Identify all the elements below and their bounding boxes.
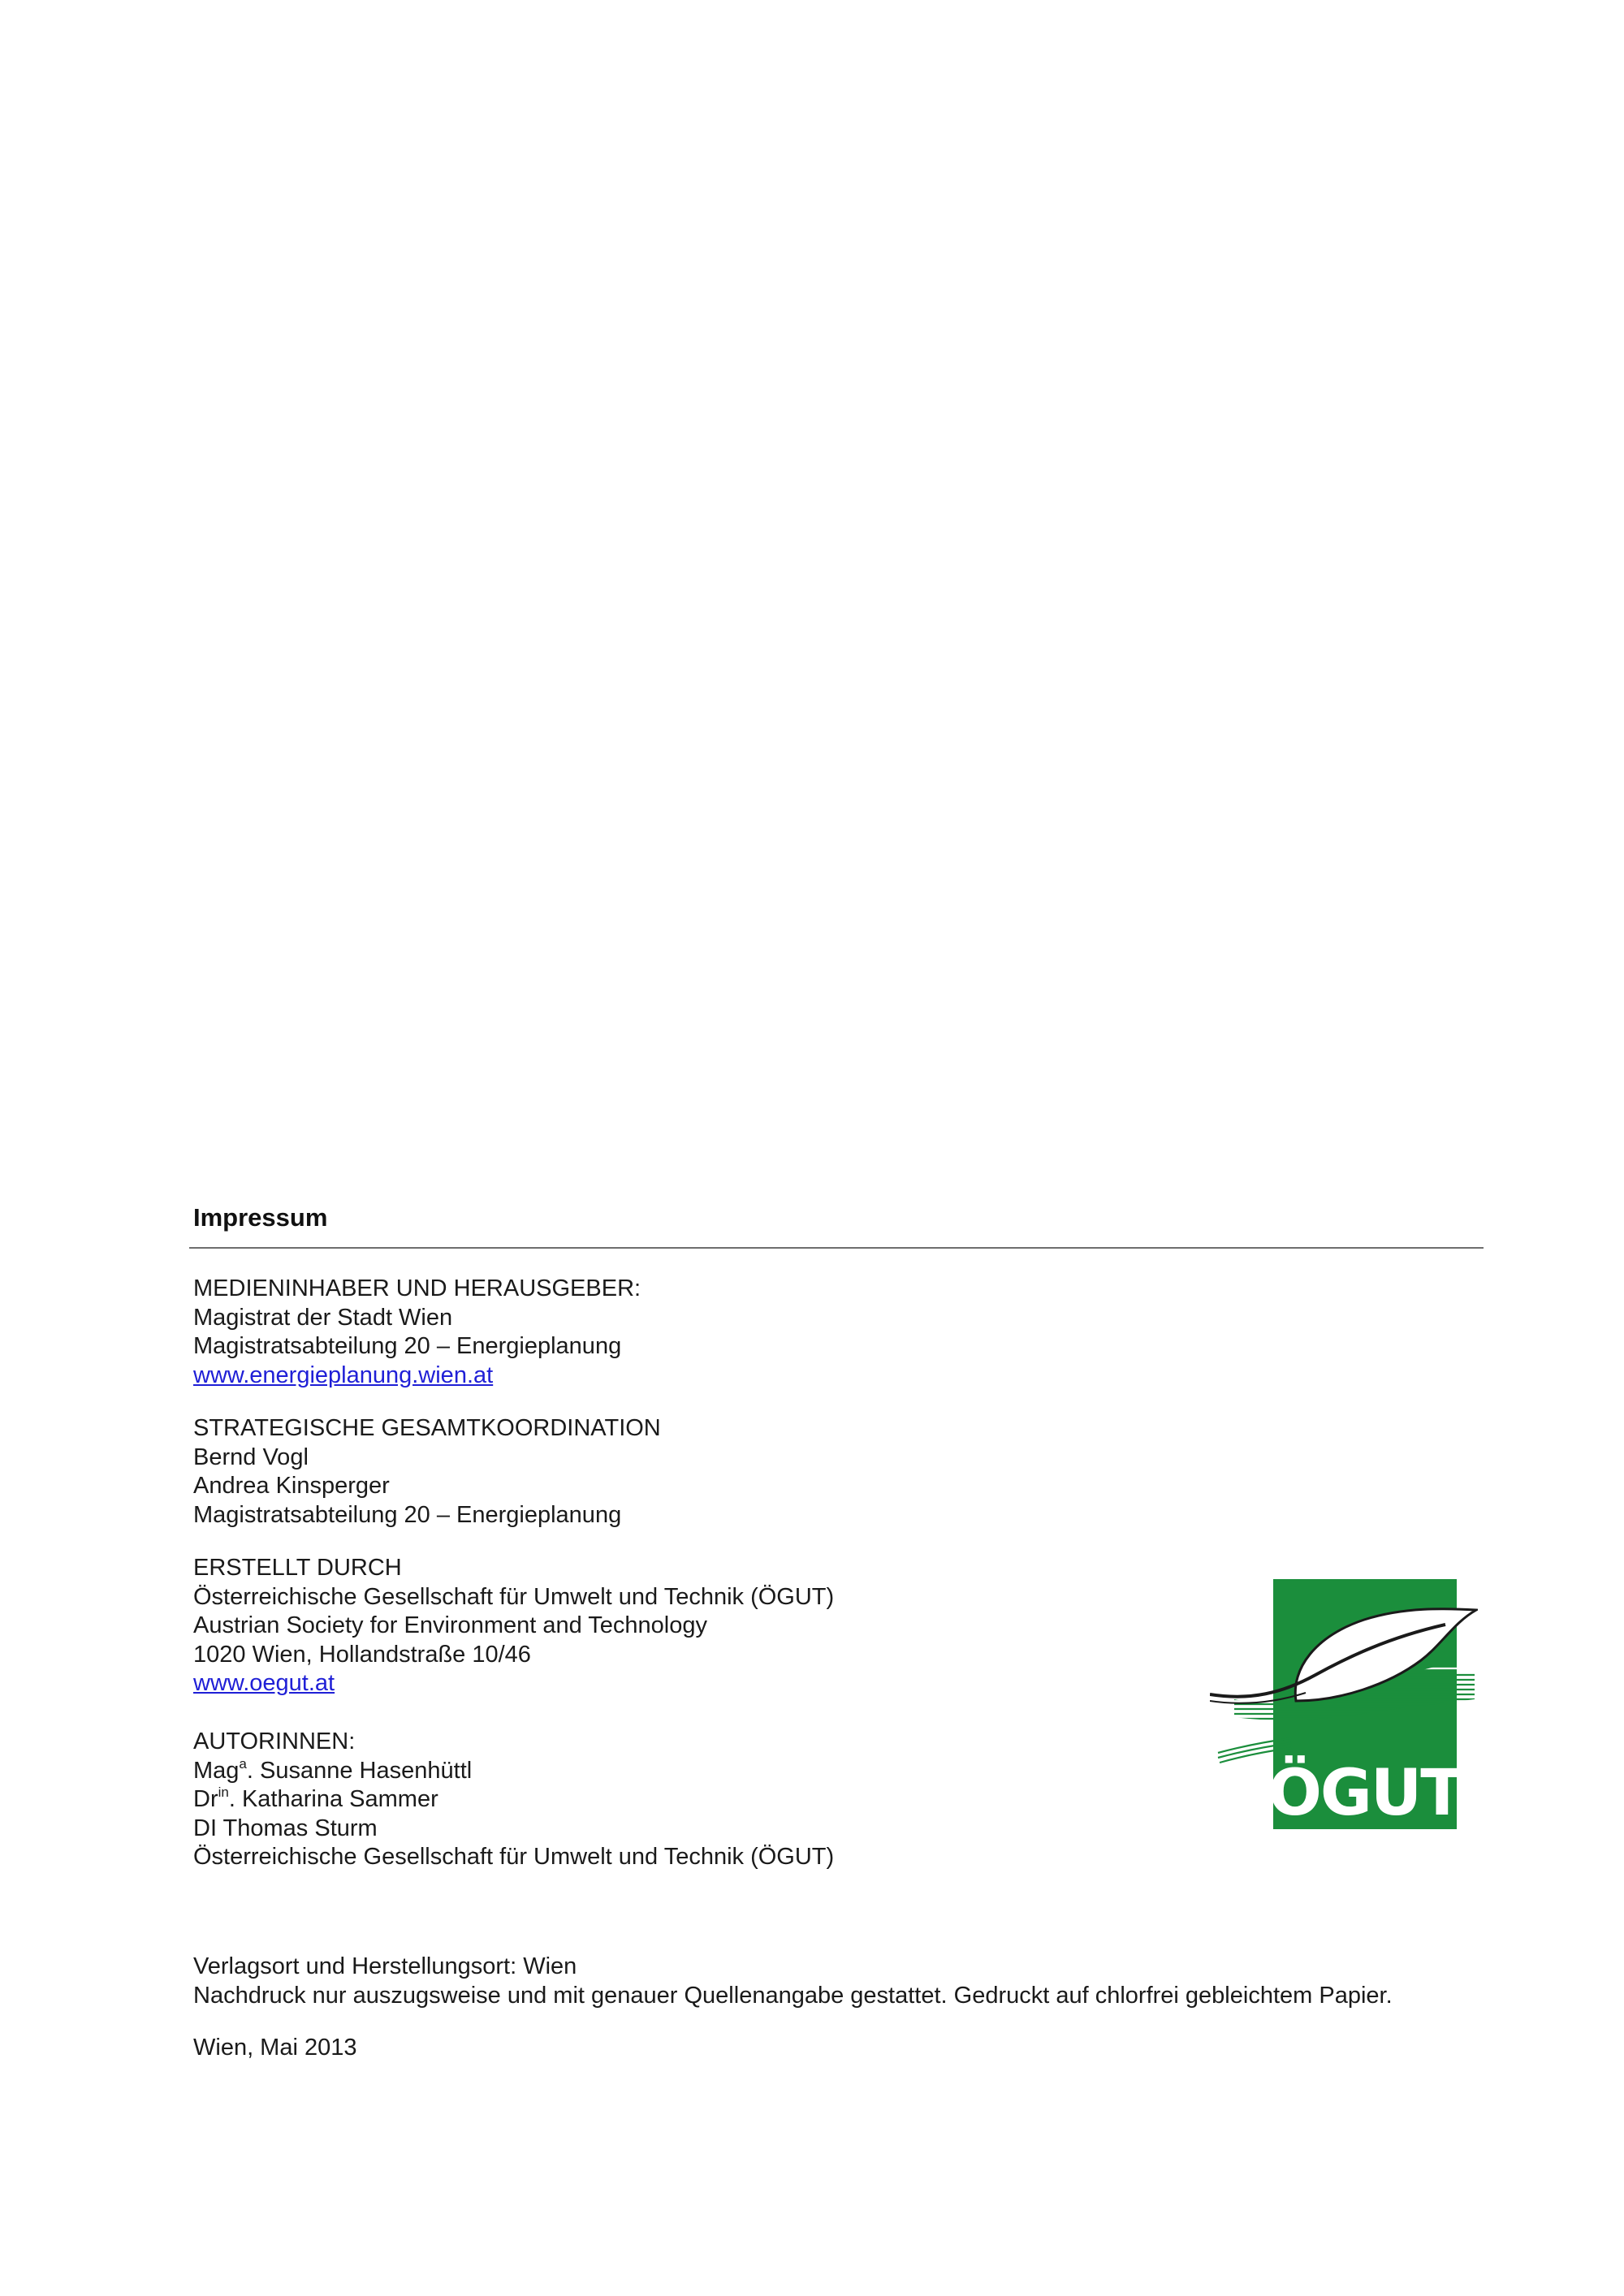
creator-org-de: Österreichische Gesellschaft für Umwelt und Technik (ÖGUT) [193,1583,835,1610]
creator-address: 1020 Wien, Hollandstraße 10/46 [193,1641,531,1668]
authors-org: Österreichische Gesellschaft für Umwelt und Technik (ÖGUT) [193,1844,835,1870]
author-title: Dr [193,1786,218,1812]
coordination-person: Bernd Vogl [193,1444,309,1470]
reprint-note: Nachdruck nur auszugsweise und mit genauer Quellenangabe gestattet. Gedruckt auf chlorfrei gebleichtem Papier. [193,1982,1393,2009]
author-title-suffix: in [218,1785,229,1800]
creator-org-en: Austrian Society for Environment and Technology [193,1612,707,1638]
author-sturm: DI Thomas Sturm [193,1815,378,1841]
author-name: . Susanne Hasenhüttl [246,1757,473,1784]
creator-label: ERSTELLT DURCH [193,1555,402,1581]
publication-date: Wien, Mai 2013 [193,2035,357,2061]
author-hasenhuettl [193,1757,834,1786]
coordination-person: Andrea Kinsperger [193,1473,390,1499]
oegut-link[interactable]: www.oegut.at [193,1670,335,1696]
coordination-label: STRATEGISCHE GESAMTKOORDINATION [193,1415,661,1441]
coordination-section [193,1414,661,1530]
publication-date-section [193,2034,357,2063]
page-title: Impressum [193,1203,328,1232]
publisher-org: Magistrat der Stadt Wien [193,1304,453,1331]
publisher-section [193,1275,641,1390]
energieplanung-link[interactable]: www.energieplanung.wien.at [193,1362,494,1388]
author-name: . Katharina Sammer [228,1786,438,1812]
publisher-label: MEDIENINHABER UND HERAUSGEBER: [193,1275,641,1301]
creator-section [193,1554,834,1698]
logo-text: ÖGUT [1268,1757,1462,1830]
author-title: Mag [193,1757,240,1784]
publication-notes [193,1953,1393,2010]
publication-place: Verlagsort und Herstellungsort: Wien [193,1953,577,1979]
authors-section [193,1728,834,1872]
heading-divider [189,1247,1484,1249]
oegut-logo [1210,1579,1478,1836]
authors-label: AUTORINNEN: [193,1728,356,1754]
coordination-dept: Magistratsabteilung 20 – Energieplanung [193,1501,622,1528]
publisher-dept: Magistratsabteilung 20 – Energieplanung [193,1333,622,1359]
author-sammer [193,1785,834,1815]
author-title-suffix: a [239,1755,247,1772]
